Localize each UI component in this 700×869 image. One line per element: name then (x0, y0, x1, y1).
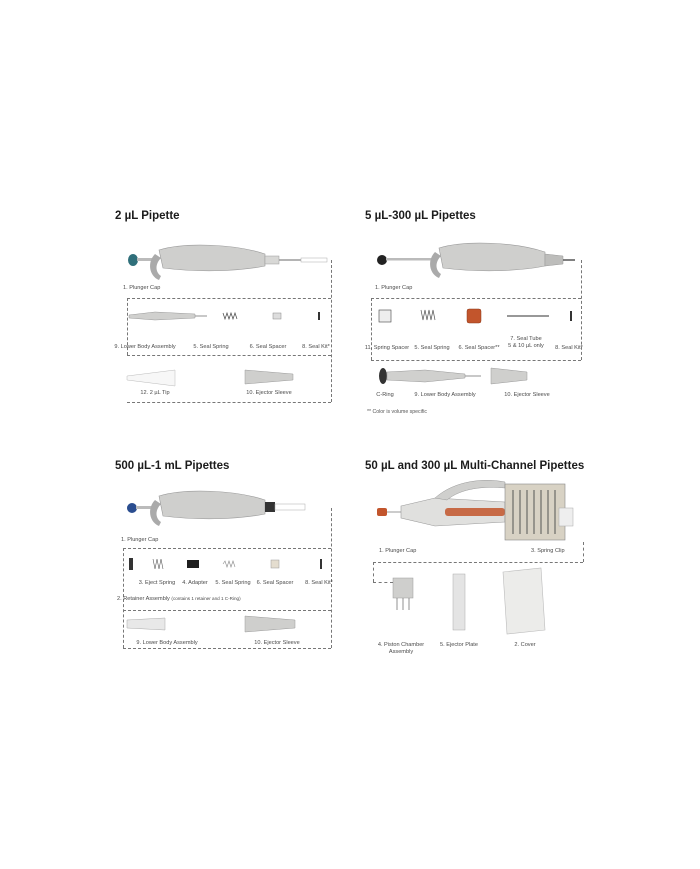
adapter-icon (187, 560, 199, 568)
seal-kit-icon (318, 312, 320, 320)
label-seal-tube-note: 5 & 10 µL only (508, 343, 544, 349)
retainer-icon (129, 558, 133, 570)
seal-spring-icon (421, 310, 435, 320)
seal-kit-icon (320, 559, 322, 569)
seal-spacer-icon (467, 309, 481, 323)
tip-icon (127, 370, 175, 386)
panel-title: 50 µL and 300 µL Multi-Channel Pipettes (365, 460, 585, 472)
seal-spacer-icon (273, 313, 281, 319)
label-piston-chamber: 4. Piston Chamber (377, 642, 425, 648)
label-plunger-cap: 1. Plunger Cap (375, 285, 413, 291)
spring-spacer-icon (379, 310, 391, 322)
label-adapter: 4. Adapter (182, 580, 208, 586)
label-ejector-sleeve: 10. Ejector Sleeve (246, 390, 292, 396)
label-seal-spacer: 6. Seal Spacer** (458, 345, 500, 351)
seal-spacer-icon (271, 560, 279, 568)
ejector-sleeve-icon (245, 370, 293, 384)
label-seal-spring: 5. Seal Spring (215, 580, 251, 586)
manifold-icon (505, 484, 565, 540)
c-ring-icon (379, 368, 387, 384)
label-seal-kit: 8. Seal Kit* (302, 344, 330, 350)
pipette-body-icon (159, 491, 265, 519)
label-seal-kit: 8. Seal Kit* (555, 345, 583, 351)
plunger-cap-icon (377, 508, 387, 516)
plunger-cap-icon (128, 254, 138, 266)
label-lower-body-assembly: 9. Lower Body Assembly (114, 344, 176, 350)
label-spring-spacer: 11. Spring Spacer (364, 345, 410, 351)
label-cover: 2. Cover (514, 642, 536, 648)
label-seal-spring: 5. Seal Spring (414, 345, 450, 351)
label-seal-kit: 8. Seal Kit* (305, 580, 333, 586)
plunger-cap-icon (127, 503, 137, 513)
label-retainer-assembly (117, 596, 241, 603)
label-lower-body-assembly: 9. Lower Body Assembly (414, 392, 476, 398)
lower-body-assembly-icon (127, 618, 165, 630)
label-ejector-plate: 5. Ejector Plate (440, 642, 478, 648)
lower-body-assembly-icon (129, 312, 195, 320)
lower-body-assembly-icon (387, 370, 465, 382)
label-seal-spacer: 6. Seal Spacer (249, 344, 287, 350)
label-seal-spacer: 6. Seal Spacer (256, 580, 294, 586)
label-eject-spring: 3. Eject Spring (138, 580, 176, 586)
label-tip: 12. 2 µL Tip (140, 390, 170, 396)
label-c-ring: C-Ring (376, 392, 394, 398)
pipette-multichannel-illustration (365, 460, 695, 700)
label-ejector-sleeve: 10. Ejector Sleeve (254, 640, 300, 646)
label-plunger-cap: 1. Plunger Cap (121, 537, 159, 543)
plunger-cap-icon (377, 255, 387, 265)
ejector-sleeve-icon (491, 368, 527, 384)
label-ejector-sleeve: 10. Ejector Sleeve (504, 392, 550, 398)
seal-spring-icon (223, 313, 237, 319)
label-plunger-cap: 1. Plunger Cap (123, 285, 161, 291)
seal-spring-icon (223, 561, 235, 567)
seal-kit-icon (570, 311, 572, 321)
ejector-plate-icon (453, 574, 465, 630)
label-lower-body-assembly: 9. Lower Body Assembly (136, 640, 198, 646)
label-piston-chamber-assembly: Assembly (388, 649, 414, 655)
eject-spring-icon (153, 559, 163, 569)
label-seal-spring: 5. Seal Spring (193, 344, 229, 350)
panel-multichannel-pipettes (365, 460, 695, 700)
panel-title: 500 µL-1 mL Pipettes (115, 460, 230, 472)
pipette-body-icon (159, 245, 265, 271)
spring-clip-icon (559, 508, 573, 526)
label-retainer-title: 2. Retainer Assembly (117, 596, 170, 602)
cover-icon (503, 568, 545, 634)
note-color-volume: ** Color is volume specific (367, 409, 427, 415)
ejector-sleeve-icon (245, 616, 295, 632)
label-spring-clip: 3. Spring Clip (531, 548, 565, 554)
label-plunger-cap: 1. Plunger Cap (379, 548, 417, 554)
panel-title: 5 µL-300 µL Pipettes (365, 210, 476, 222)
panel-title: 2 µL Pipette (115, 210, 180, 222)
piston-chamber-icon (393, 578, 413, 598)
label-retainer-note: (contains 1 retainer and 1 C-Ring) (171, 596, 241, 601)
panel-5-300ul-pipettes (365, 210, 695, 450)
label-seal-tube: 7. Seal Tube (510, 336, 542, 342)
pipette-body-icon (439, 243, 545, 271)
